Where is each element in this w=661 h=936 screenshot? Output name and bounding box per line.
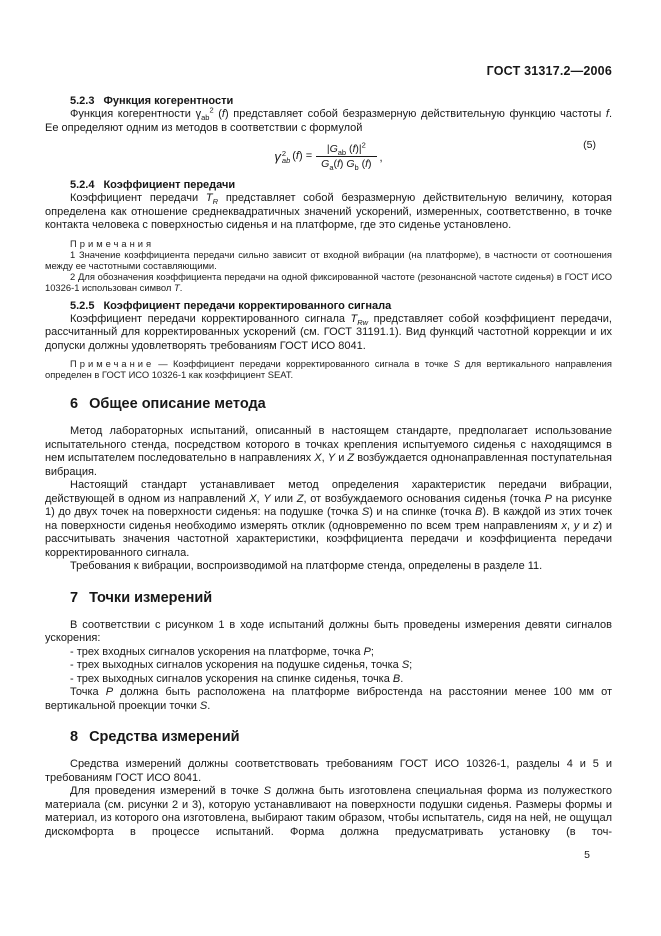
fraction-denominator: $G_a(f)$ $G_b$ (f) <box>321 157 372 172</box>
note-seat <box>45 358 612 380</box>
heading-title: Коэффициент передачи <box>103 179 236 191</box>
bullet-point-p: - трех входных сигналов ускорения на платформе, точка P; <box>70 645 374 658</box>
notes-label <box>45 238 612 249</box>
coherence-formula <box>274 140 383 172</box>
heading-number: 5.2.4 <box>70 179 95 191</box>
document-number-header: ГОСТ 31317.2—2006 <box>486 64 612 78</box>
fraction-numerator: $|G_{ab}$ $(f)|^2$ <box>316 143 376 157</box>
note-label-text: Примечание <box>70 358 155 370</box>
bullet-point-s: - трех выходных сигналов ускорения на подушке сиденья, точка S; <box>70 659 413 672</box>
heading-number: 8 <box>70 729 79 746</box>
paragraph-weighted-transmissibility: Коэффициент передачи корректированного сигнала $T_{Rw}$ представляет собой коэффициент передачи, рассчитанный для корректированных ускорений (см. ГОСТ 31191.1). Вид функций частотной коррекции и их допуски должны удовлетворять требованиям ГОСТ ИСО 8041. <box>45 312 612 352</box>
formula-comma: , <box>379 151 383 164</box>
heading-number: 5.2.5 <box>70 299 95 312</box>
heading-number: 6 <box>70 396 79 413</box>
heading-title: Коэффициент передачи корректированного сигнала <box>103 299 392 312</box>
heading-title: Общее описание метода <box>89 396 266 413</box>
notes-label-text: Примечания <box>70 237 155 249</box>
formula-lhs: (f) = <box>292 150 313 162</box>
formula-block <box>45 139 612 173</box>
heading-title: Точки измерений <box>89 589 213 606</box>
paragraph-coherence-function: Функция когерентности $\gamma_{ab}^2$ (f) представляет собой безразмерную действительную функцию частоты f. Ее определяют одним из методов в соответствии с формулой <box>45 105 612 134</box>
gamma-symbol: γ <box>274 148 281 164</box>
note-item-2: 2 Для обозначения коэффициента передачи на одной фиксированной частоте (резонансной частоте сиденья) в ГОСТ ИСО 10326-1 использован символ T. <box>45 271 612 294</box>
gamma-superscript: 2 <box>281 148 287 158</box>
paragraph-instruments-1: Средства измерений должны соответствовать требованиям ГОСТ ИСО 10326-1, разделы 4 и 5 и требованиям ГОСТ ИСО 8041. <box>45 758 612 784</box>
paragraph-method-2: Настоящий стандарт устанавливает метод определения характеристик передачи вибрации, действующей в одном из направлений X, Y или Z, от возбуждаемого основания сиденья (точка P на рисунке 1) до двух точек на поверхности сиденья: на подушке (точка S) и на спинке (точка B). В каждой из этих точек на поверхности сиденья необходимо измерять отклик (одновременно по всем трем направлениям x, y и z) и рассчитывать значения частотной характеристики, коэффициента передачи и коэффициента передачи корректированного сигнала. <box>45 479 612 559</box>
heading-5-2-4 <box>45 179 612 191</box>
heading-5-2-5 <box>45 300 612 312</box>
heading-section-7 <box>45 590 612 606</box>
gamma-subscript: ab <box>281 156 291 165</box>
paragraph-measurement-points: В соответствии с рисунком 1 в ходе испытаний должны быть проведены измерения девяти сигналов ускорения: <box>45 618 612 645</box>
heading-number: 7 <box>70 589 79 606</box>
bullet-point-b: - трех выходных сигналов ускорения на спинке сиденья, точка B. <box>70 672 404 685</box>
heading-5-2-3 <box>45 95 612 107</box>
heading-title: Средства измерений <box>89 729 240 746</box>
paragraph-transmissibility: Коэффициент передачи $T_R$ представляет собой безразмерную действительную величину, которая определена как отношение среднеквадратичных значений ускорений, измеренных, соответственно, в точке контакта человека с поверхностью сиденья и на платформе, где это сиденье установлено. <box>45 192 612 231</box>
page-number: 5 <box>584 849 590 861</box>
heading-section-6 <box>45 396 612 412</box>
paragraph-point-p-location: Точка P должна быть расположена на платформе вибростенда на расстоянии менее 100 мм от вертикальной проекции точки S. <box>45 686 612 712</box>
heading-number: 5.2.3 <box>70 95 95 107</box>
heading-section-8 <box>45 729 612 745</box>
notes-block <box>45 238 612 294</box>
paragraph-instruments-2: Для проведения измерений в точке S должна быть изготовлена специальная форма из полужесткого материала (см. рисунки 2 и 3), которую устанавливают на поверхности подушки сиденья. Размеры формы и материал, из которого она изготовлена, выбирают таким образом, чтобы испытатель, сидя на ней, не ощущал дискомфорта в процессе испытаний. Форма должна предусматривать установку (в точ- <box>45 785 612 838</box>
formula-fraction <box>316 140 376 172</box>
heading-title: Функция когерентности <box>103 95 234 107</box>
note-item-1: 1 Значение коэффициента передачи сильно зависит от входной вибрации (на платформе), в частности от соотношения между ее частотными составляющими. <box>45 248 612 271</box>
single-note-block <box>45 358 612 380</box>
equation-number: (5) <box>583 139 596 151</box>
gamma-sup-sub <box>282 150 290 165</box>
note-text: — Коэффициент передачи корректированного сигнала в точке S для вертикального направления определен в ГОСТ ИСО 10326-1 как коэффициент SEAT. <box>45 358 612 381</box>
paragraph-method-1: Метод лабораторных испытаний, описанный в настоящем стандарте, предполагает использование испытательного стенда, посредством которого в точках крепления испытуемого сиденья с находящимся в нем испытателем последовательно в направлениях X, Y и Z возбуждается однонаправленная поступательная вибрация. <box>45 425 612 478</box>
paragraph-method-3: Требования к вибрации, воспроизводимой на платформе стенда, определены в разделе 11. <box>70 560 543 573</box>
